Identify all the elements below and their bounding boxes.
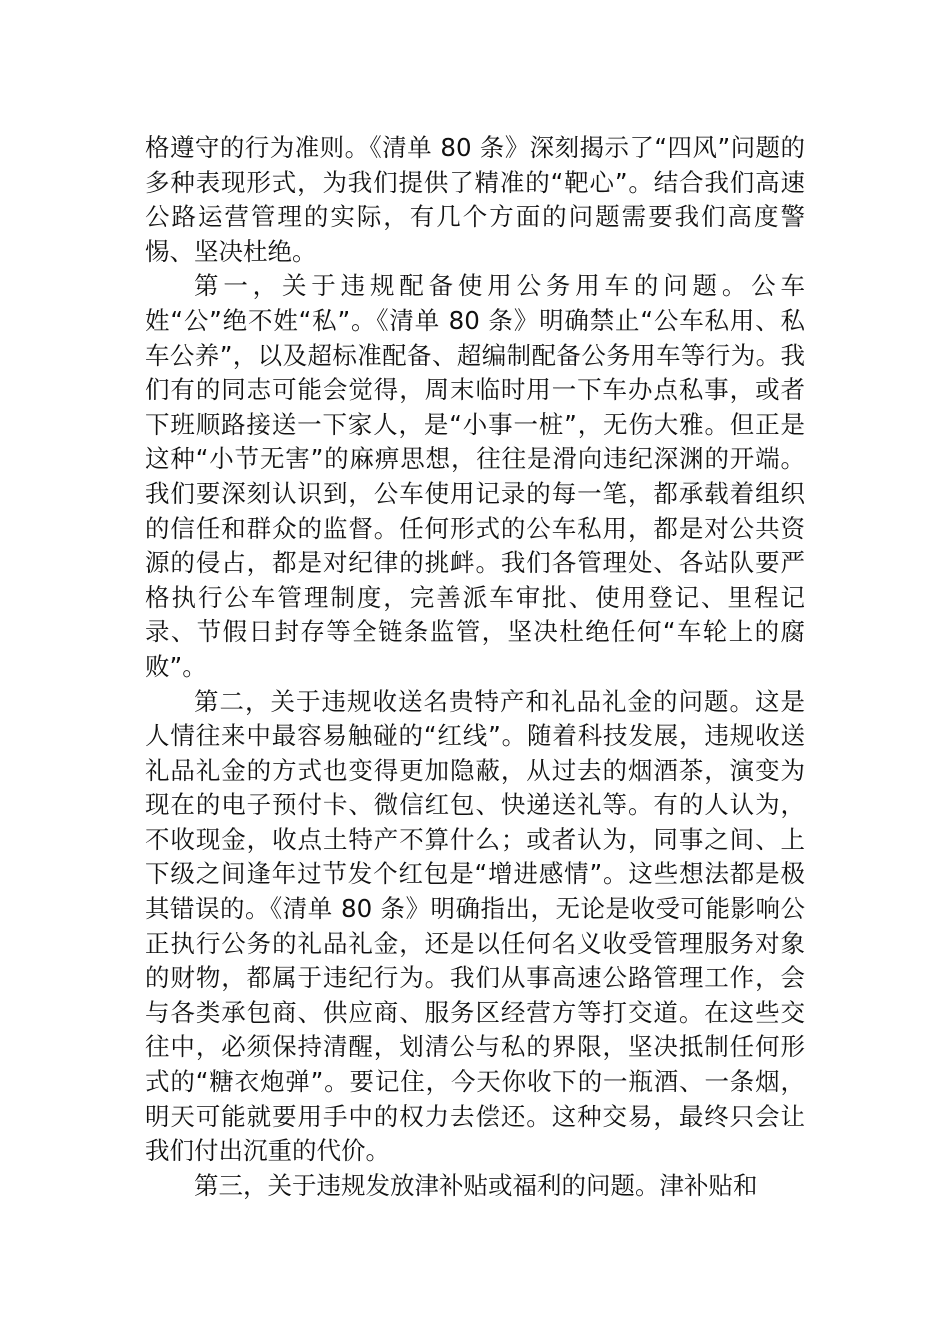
- paragraph-allowances: 第三，关于违规发放津补贴或福利的问题。津补贴和: [194, 1170, 758, 1200]
- paragraph-continuation: 格遵守的行为准则。《清单 80 条》深刻揭示了“四风”问题的多种表现形式，为我们提供了精准的“靶心”。结合我们高速公路运营管理的实际，有几个方面的问题需要我们高度警惕、坚决杜绝。: [145, 133, 805, 266]
- paragraph-gifts-and-cash: 第二，关于违规收送名贵特产和礼品礼金的问题。这是人情往来中最容易触碰的“红线”。随着科技发展，违规收送礼品礼金的方式也变得更加隐蔽，从过去的烟酒茶，演变为现在的电子预付卡、微信红包、快递送礼等。有的人认为，不收现金，收点土特产不算什么；或者认为，同事之间、上下级之间逢年过节发个红包是“增进感情”。这些想法都是极其错误的。《清单 80 条》明确指出，无论是收受可能影响公正执行公务的礼品礼金，还是以任何名义收受管理服务对象的财物，都属于违纪行为。我们从事高速公路管理工作，会与各类承包商、供应商、服务区经营方等打交道。在这些交往中，必须保持清醒，划清公与私的界限，坚决抵制任何形式的“糖衣炮弹”。要记住，今天你收下的一瓶酒、一条烟，明天可能就要用手中的权力去偿还。这种交易，最终只会让我们付出沉重的代价。: [145, 686, 805, 1166]
- document-body: [145, 131, 805, 1203]
- paragraph-official-vehicles: 第一，关于违规配备使用公务用车的问题。公车姓“公”绝不姓“私”。《清单 80 条》明确禁止“公车私用、私车公养”，以及超标准配备、超编制配备公务用车等行为。我们有的同志可能会觉得，周末临时用一下车办点私事，或者下班顺路接送一下家人，是“小事一桩”，无伤大雅。但正是这种“小节无害”的麻痹思想，往往是滑向违纪深渊的开端。我们要深刻认识到，公车使用记录的每一笔，都承载着组织的信任和群众的监督。任何形式的公车私用，都是对公共资源的侵占，都是对纪律的挑衅。我们各管理处、各站队要严格执行公车管理制度，完善派车审批、使用登记、里程记录、节假日封存等全链条监管，坚决杜绝任何“车轮上的腐败”。: [145, 271, 805, 681]
